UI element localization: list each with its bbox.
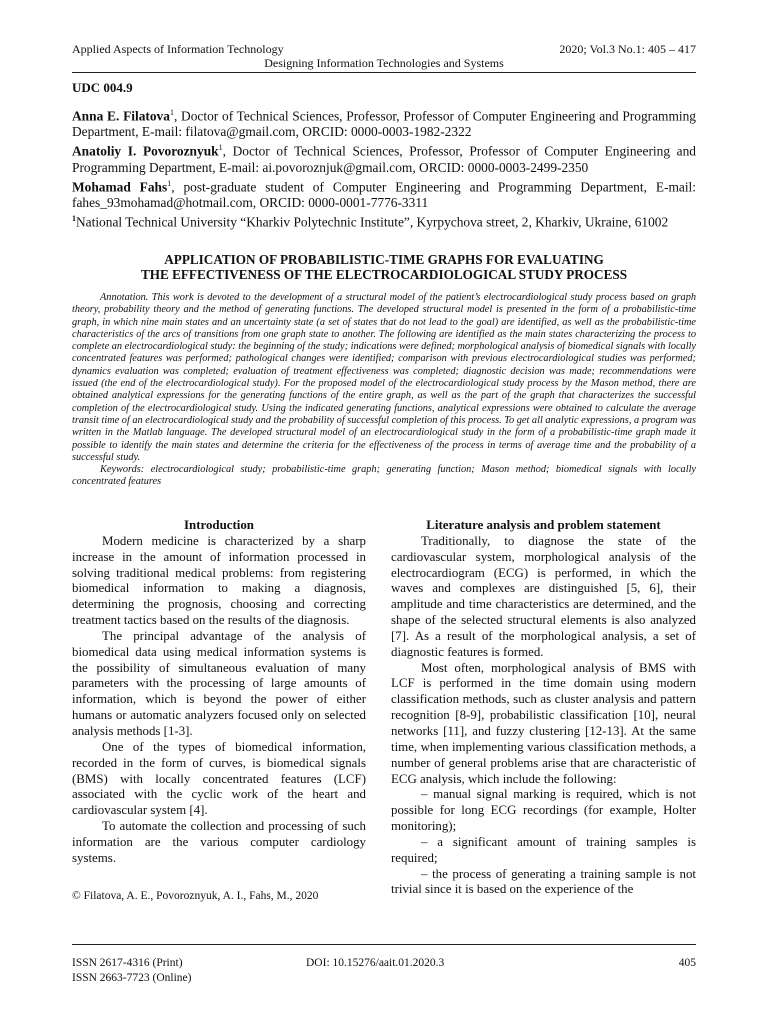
section-name: Designing Information Technologies and Systems: [264, 56, 504, 70]
introduction-column: [72, 518, 366, 867]
paragraph: To automate the collection and processing of such information are the various computer cardiology systems.: [72, 819, 366, 865]
paragraph: – the process of generating a training sample is not trivial since it is based on the experience of the: [391, 866, 696, 897]
affiliation: $^1$National Technical University “Kharkiv Polytechnic Institute”, Kyrpychova street, 2, Kharkiv, Ukraine, 61002: [72, 214, 669, 230]
literature-column: [391, 518, 696, 898]
issue-info: 2020; Vol.3 No.1: 405 – 417: [559, 42, 696, 56]
author-2: Anatoliy I. Povoroznyuk$^1$, Doctor of Technical Sciences, Professor, Professor of Computer Engineering and Programming Department, E-mail: ai.povoroznjuk@gmail.com, ORCID: 0000-0003-2499-2350: [72, 143, 696, 175]
author-3: Mohamad Fahs$^1$, post-graduate student of Computer Engineering and Programming Department, E-mail: fahes_93mohamad@hotmail.com, ORCID: 0000-0001-7776-3311: [72, 178, 696, 211]
copyright-notice: © Filatova, A. E., Povoroznyuk, A. I., Fahs, M., 2020: [72, 890, 319, 902]
paper-title: APPLICATION OF PROBABILISTIC-TIME GRAPHS FOR EVALUATING THE EFFECTIVENESS OF THE ELECTROCARDIOLOGICAL STUDY PROCESS: [140, 252, 628, 282]
issn-print: ISSN 2617-4316 (Print): [72, 957, 183, 969]
paragraph: Modern medicine is characterized by a sharp increase in the amount of information processed in solving traditional medical problems: from registering biomedical information to making a diagnosis, determining the prognosis, choosing and correcting treatment tactics based on the results of the diagnosis.: [72, 533, 366, 628]
issn-online: ISSN 2663-7723 (Online): [72, 972, 192, 984]
keywords: Keywords: electrocardiological study; probabilistic-time graph; generating function; Mason method; biomedical signals with locally concentrated features: [72, 464, 696, 488]
page-number: 405: [678, 957, 696, 969]
header-rule: [72, 72, 696, 73]
introduction-heading: Introduction: [184, 518, 254, 532]
footer-rule: [72, 944, 696, 945]
abstract: [72, 292, 696, 489]
paragraph: One of the types of biomedical information, recorded in the form of curves, is biomedical signals (BMS) with locally concentrated features (LCF) associated with the cyclic work of the heart and cardiovascular system [4].: [72, 739, 366, 818]
paragraph: – manual signal marking is required, which is not possible for long ECG recordings (for example, Holter monitoring);: [391, 787, 696, 834]
author-1: Anna E. Filatova$^1$, Doctor of Technical Sciences, Professor, Professor of Computer Engineering and Programming Department, E-mail: filatova@gmail.com, ORCID: 0000-0003-1982-2322: [72, 108, 696, 140]
paragraph: Most often, morphological analysis of BMS with LCF is performed in the time domain using modern classification methods, such as cluster analysis and pattern recognition [8-9], probabilistic classification [10], neural networks [11], and fuzzy clustering [12-13]. At the same time, when implementing various classification methods, a number of general problems arise that are characteristic of ECG analysis, which include the following:: [391, 660, 696, 786]
literature-heading: Literature analysis and problem statement: [426, 518, 661, 532]
doi: DOI: 10.15276/aait.01.2020.3: [306, 957, 445, 969]
paragraph: The principal advantage of the analysis of biomedical data using medical information systems is the possibility of simultaneous evaluation of many parameters with the processing of large amounts of information, which is beyond the power of either humans or automatic analyzers focused only on selected analysis methods [1-3].: [72, 628, 366, 738]
udc-code: UDC 004.9: [72, 80, 133, 95]
issn-block: [72, 956, 191, 986]
abstract-text: Annotation. This work is devoted to the development of a structural model of the patient’s electrocardiological study process based on graph theory, probability theory and the method of generating functions. The developed structural model is presented in the form of a probabilistic-time graph, in which nine main states and an uncertainty state (a set of states that do not lead to the goal) are identified, as well as the probabilistic-time characteristics of the arcs of transitions from one graph state to another. The following are identified as the main states characterizing the process to complete an electrocardiological study: the beginning of the study; indications were defined; morphological analysis of biomedical signals with locally concentrated features was performed; pathological changes were identified; comparison with previous electrocardiological studies was performed; dynamics evaluation was completed; evaluation of treatment effectiveness was completed; diagnostic decision was made; recommendations were issued (the end of the electrocardiological study). For the proposed model of the electrocardiological study process by the Mason method, there are obtained analytical expressions for the generating functions of the entire graph, as well as the part of the graph that characterizes the successful completion of the electrocardiological study. Using the indicated generating functions, analytical expressions were obtained to calculate the average transit time of an electrocardiological study and the probability of successful completion of this process. To get all analytic expressions, a program was written in the Matlab language. The developed structural model of an electrocardiological study in the form of a probabilistic-time graph made it possible to identify the main states and determine the criteria for the effectiveness of the process in terms of average time and the probability of a successful study.: [72, 292, 697, 463]
author-block: [72, 105, 696, 231]
paragraph: Traditionally, to diagnose the state of the cardiovascular system, morphological analysis of the electrocardiogram (ECG) is performed, in which the waves and complexes are distinguished [5, 6], their amplitude and time characteristics are determined, and the shape of the selected structural elements is also analyzed [7]. As a result of the morphological analysis, a set of diagnostic features is formed.: [391, 533, 696, 659]
paragraph: – a significant amount of training samples is required;: [391, 834, 696, 865]
journal-name: Applied Aspects of Information Technology: [72, 42, 284, 56]
